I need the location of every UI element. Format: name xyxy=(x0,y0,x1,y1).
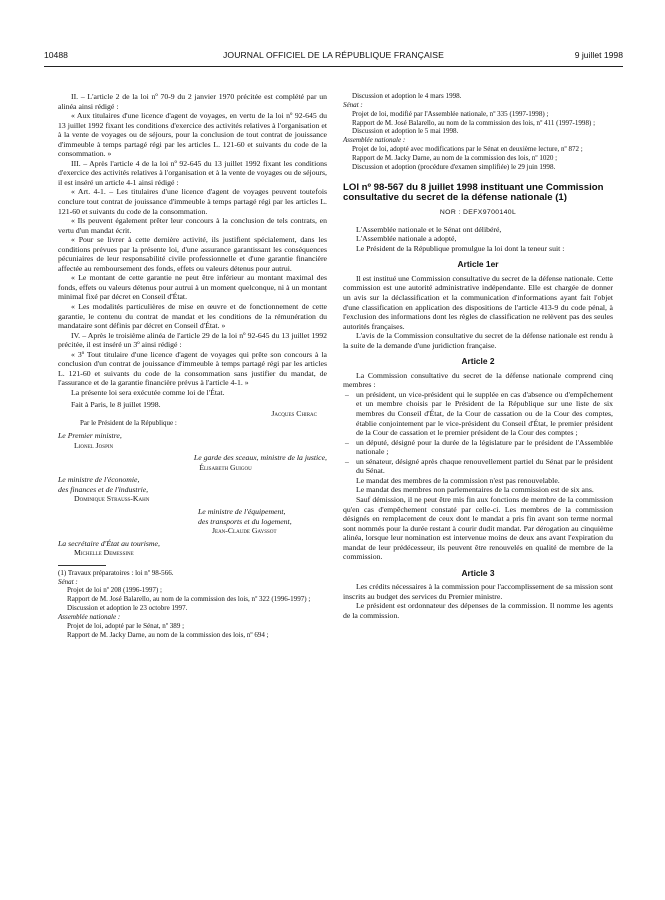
footnote-line: Discussion et adoption (procédure d'examen simplifiée) le 29 juin 1998. xyxy=(352,162,556,171)
law-title: LOI nº 98-567 du 8 juillet 1998 instituant une Commission consultative du secret de la défense nationale (1) xyxy=(343,181,604,204)
footnote-line: Projet de loi nº 208 (1996-1997) ; xyxy=(67,586,162,595)
footnote-line: (1) Travaux préparatoires : loi nº 98-566. xyxy=(58,568,174,577)
tourism-title: La secrétaire d'État au tourisme, xyxy=(58,538,160,548)
footnote-line: Discussion et adoption le 5 mai 1998. xyxy=(352,127,459,136)
footnote-line: Assemblée nationale : xyxy=(343,136,406,145)
list-item: – un président, un vice-président qui le supplée en cas d'absence ou d'empêchement et un membre choisis par le Président de la République sur une liste de six membres du Conseil d'État, de la Cour de cassation ou de la Cour des comptes, établie conjointement par le vice-président du Conseil d'État, le premier président de la Cour de cassation et le premier président de la Cour des comptes ; xyxy=(343,390,613,438)
nor-reference: NOR : DEFX9700140L xyxy=(439,209,517,217)
paragraph: L'avis de la Commission consultative du secret de la défense nationale est rendu à la suite de la demande d'une juridiction française. xyxy=(343,331,613,350)
article-2-body xyxy=(343,371,613,562)
footnote-line: Assemblée nationale : xyxy=(58,612,121,621)
paragraph: « Pour se livrer à cette dernière activité, ils justifient spécialement, dans les conditions prévues par la présente loi, d'une assurance garantissant les conséquences pécuniaires de leur responsabilité civile professionnelle et d'une garantie financière affectée au remboursement des fonds, effets ou valeurs détenus pour autrui. xyxy=(58,235,327,273)
par-le-president: Par le Président de la République : xyxy=(80,418,177,427)
pm-title: Le Premier ministre, xyxy=(58,431,122,441)
list-item: – un sénateur, désigné après chaque renouvellement partiel du Sénat par le président du Sénat. xyxy=(343,457,613,476)
paragraph: « Le montant de cette garantie ne peut être inférieur au montant maximal des fonds, effets ou valeurs détenus pour autrui à un moment quelconque, ni à un montant minimal fixé par décret en Conseil d'État. xyxy=(58,273,327,302)
paragraph: L'Assemblée nationale a adopté, xyxy=(356,234,457,244)
footnotes-right xyxy=(343,92,613,172)
paragraph: « Art. 4-1. – Les titulaires d'une licence d'agent de voyages peuvent toutefois conclure tout contrat de jouissance d'immeuble à temps partagé régi par les articles L. 121-60 et suivants du code de la consommation. xyxy=(58,187,327,216)
president-name: Jacques Chirac xyxy=(271,409,317,419)
paragraph: IV. – Après le troisième alinéa de l'article 29 de la loi nº 92-645 du 13 juillet 1992 précitée, il est inséré un 3º ainsi rédigé : xyxy=(58,330,327,350)
paragraph: Le mandat des membres de la commission n'est pas renouvelable. xyxy=(356,475,560,485)
footnote-line: Sénat : xyxy=(58,577,78,586)
paragraph: « Les modalités particulières de mise en œuvre et de fonctionnement de cette garantie, le contenu du contrat de mandat et les conditions de la rémunération du mandataire sont définis par décret en Conseil d'État. » xyxy=(58,302,327,331)
paragraph: Le Président de la République promulgue la loi dont la teneur suit : xyxy=(356,243,565,253)
paragraph: Le président est ordonnateur des dépenses de la commission. Il nomme les agents de la commission. xyxy=(343,601,613,620)
right-column xyxy=(343,92,613,621)
paragraph: « Aux titulaires d'une licence d'agent de voyages, en vertu de la loi nº 92-645 du 13 juillet 1992 fixant les conditions d'exercice des activités relatives à l'organisation et à la vente de voyages ou de séjours, pour la conclusion de tout contrat de jouissance d'immeuble à temps partagé régi par les articles L. 121-60 et suivants du code de la consommation. » xyxy=(58,111,327,159)
journal-title: JOURNAL OFFICIEL DE LA RÉPUBLIQUE FRANÇAISE xyxy=(223,50,444,60)
paragraph: Il est institué une Commission consultative du secret de la défense nationale. Cette commission est une autorité administrative indépendante. Elle est chargée de donner un avis sur la déclassification et la communication d'informations ayant fait l'objet d'une classification en application des dispositions de l'article 413-9 du code pénal, à l'exclusion des informations dont les règles de classification ne relèvent pas des seules autorités françaises. xyxy=(343,273,613,331)
footnote-line: Projet de loi, modifié par l'Assemblée nationale, nº 335 (1997-1998) ; xyxy=(352,109,549,118)
article-2-heading: Article 2 xyxy=(461,356,495,367)
members-list xyxy=(343,390,613,476)
article-3-body xyxy=(343,582,613,620)
equipment-title-1: Le ministre de l'équipement, xyxy=(198,506,286,516)
footnote-line: Rapport de M. José Balarello, au nom de la commission des lois, nº 322 (1996-1997) ; xyxy=(67,595,311,604)
justice-title: Le garde des sceaux, ministre de la justice, xyxy=(193,453,327,463)
footnotes-left xyxy=(58,569,327,640)
paragraph: Les crédits nécessaires à la commission pour l'accomplissement de sa mission sont inscrits au budget des services du Premier ministre. xyxy=(343,582,613,601)
paragraph: « 3º Tout titulaire d'une licence d'agent de voyages qui prête son concours à la conclusion d'un contrat de jouissance d'immeuble à temps partagé régi par les articles L. 121-60 et suivants du code de la consommation sans justifier du mandat, de l'assurance et de la garantie financière prévus à l'article 4-1. » xyxy=(58,349,327,388)
left-column xyxy=(58,92,327,639)
paragraph: II. – L'article 2 de la loi nº 70-9 du 2 janvier 1970 précitée est complété par un alinéa ainsi rédigé : xyxy=(58,92,327,111)
pm-name: Lionel Jospin xyxy=(74,440,114,450)
footnote-rule xyxy=(58,565,106,566)
economy-name: Dominique Strauss-Kahn xyxy=(74,494,150,504)
equipment-title-2: des transports et du logement, xyxy=(198,516,292,526)
issue-date: 9 juillet 1998 xyxy=(574,50,623,60)
footnote-line: Rapport de M. Jacky Darne, au nom de la commission des lois, nº 1020 ; xyxy=(352,153,558,162)
economy-title-1: Le ministre de l'économie, xyxy=(58,475,140,485)
justice-name: Élisabeth Guigou xyxy=(199,462,252,472)
footnote-line: Discussion et adoption le 23 octobre 1997. xyxy=(67,604,188,613)
list-item: – un député, désigné pour la durée de la législature par le président de l'Assemblée nationale ; xyxy=(343,438,613,457)
footnote-line: Rapport de M. Jacky Darne, au nom de la commission des lois, nº 694 ; xyxy=(67,630,269,639)
page-header xyxy=(44,50,623,67)
article-1-heading: Article 1er xyxy=(457,259,499,270)
paragraph: Sauf démission, il ne peut être mis fin aux fonctions de membre de la commission qu'en cas d'empêchement constaté par celle-ci. Les membres de la commission désignés en remplacement de ceux dont le mandat a pris fin avant son terme normal sont nommés pour la durée restant à courir dudit mandat. Par dérogation au cinquième alinéa, lorsque leur nomination est intervenue moins de deux ans avant l'expiration du mandat de leur prédécesseur, ils peuvent être renouvelés en qualité de membre de la commission. xyxy=(343,494,613,562)
page-number: 10488 xyxy=(44,50,68,60)
paragraph: La Commission consultative du secret de la défense nationale comprend cinq membres : xyxy=(343,370,613,390)
footnote-line: Projet de loi, adopté par le Sénat, nº 389 ; xyxy=(67,621,185,630)
tourism-name: Michelle Demessine xyxy=(74,548,134,558)
footnote-line: Sénat : xyxy=(343,100,363,109)
signatures xyxy=(58,400,327,558)
paragraph: L'Assemblée nationale et le Sénat ont délibéré, xyxy=(356,224,502,234)
economy-title-2: des finances et de l'industrie, xyxy=(58,484,149,494)
article-3-heading: Article 3 xyxy=(461,567,495,578)
equipment-name: Jean-Claude Gayssot xyxy=(212,526,277,536)
paragraph: Le mandat des membres non parlementaires de la commission est de six ans. xyxy=(356,485,594,495)
paragraph: La présente loi sera exécutée comme loi de l'État. xyxy=(71,387,225,397)
done-at: Fait à Paris, le 8 juillet 1998. xyxy=(71,399,161,409)
preamble xyxy=(343,225,613,254)
article-1-body xyxy=(343,274,613,350)
footnote-line: Discussion et adoption le 4 mars 1998. xyxy=(352,92,462,100)
law-articles-left xyxy=(58,92,327,398)
footnote-line: Rapport de M. José Balarello, au nom de la commission des lois, nº 411 (1997-1998) ; xyxy=(352,118,596,127)
paragraph: III. – Après l'article 4 de la loi nº 92-645 du 13 juillet 1992 fixant les conditions d'exercice des activités relatives à l'organisation et à la vente de voyages ou de séjours, il est inséré un article 4-1 ainsi rédigé : xyxy=(58,158,327,187)
footnote-line: Projet de loi, adopté avec modifications par le Sénat en deuxième lecture, nº 872 ; xyxy=(352,145,583,154)
paragraph: « Ils peuvent également prêter leur concours à la conclusion de tels contrats, en vertu d'un mandat écrit. xyxy=(58,216,327,235)
